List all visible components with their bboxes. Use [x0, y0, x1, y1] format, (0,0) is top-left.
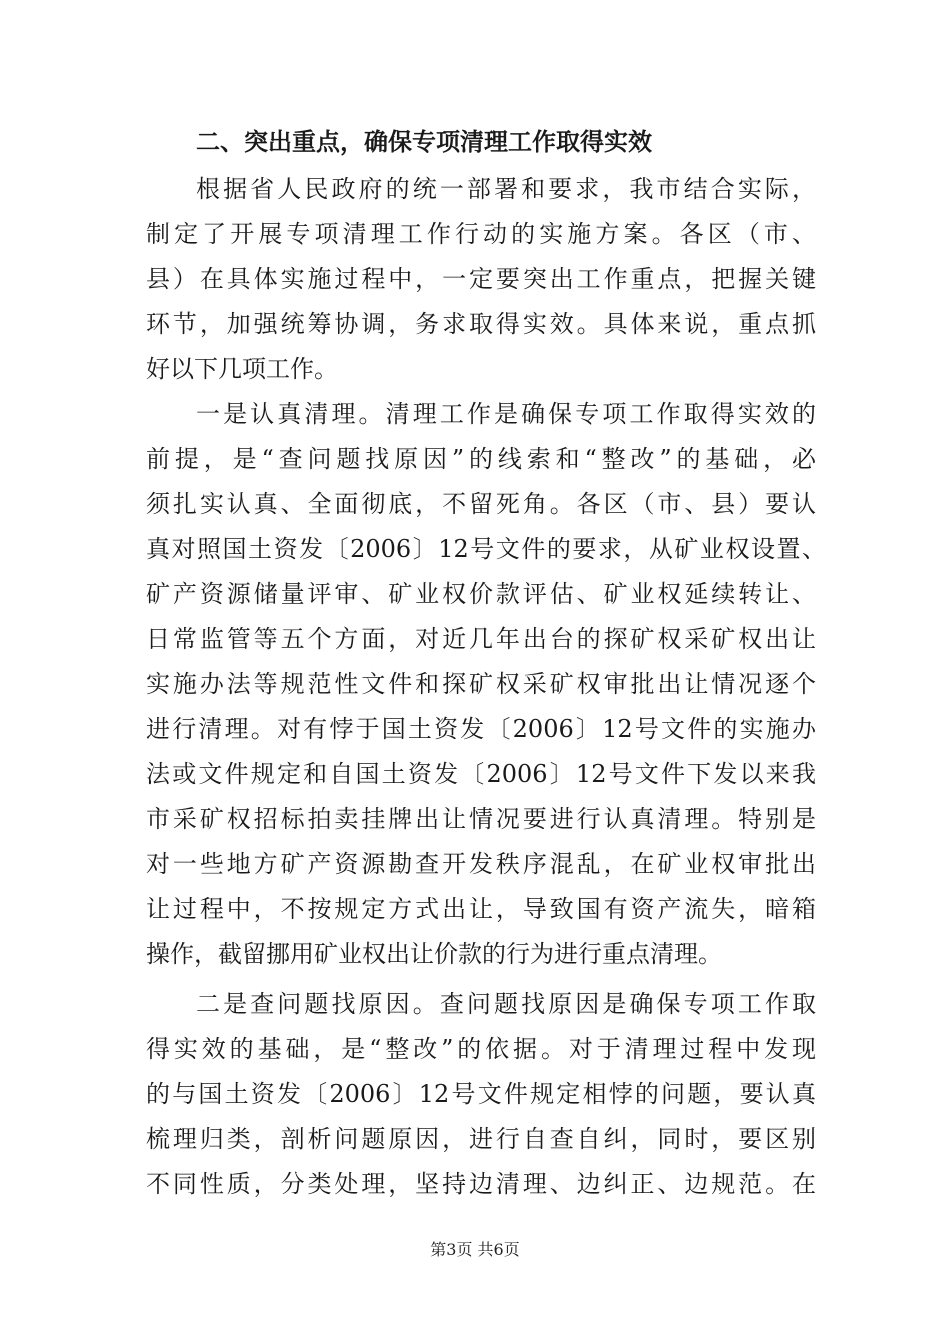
paragraph-line: 矿产资源储量评审、矿业权价款评估、矿业权延续转让、: [146, 580, 816, 608]
paragraph-line: 真对照国土资发〔2006〕12号文件的要求，从矿业权设置、: [146, 535, 826, 563]
paragraph-line: 二是查问题找原因。查问题找原因是确保专项工作取: [196, 990, 816, 1018]
paragraph-line: 得实效的基础，是“整改”的依据。对于清理过程中发现: [146, 1035, 816, 1063]
paragraph-line: 梳理归类，剖析问题原因，进行自查自纠，同时，要区别: [146, 1125, 816, 1153]
paragraph-line: 日常监管等五个方面，对近几年出台的探矿权采矿权出让: [146, 625, 816, 653]
page-footer: 第3页 共6页: [430, 1240, 520, 1259]
paragraph-line: 实施办法等规范性文件和探矿权采矿权审批出让情况逐个: [146, 670, 816, 698]
paragraph-line: 前提，是“查问题找原因”的线索和“整改”的基础，必: [146, 445, 816, 473]
paragraph-line: 让过程中，不按规定方式出让，导致国有资产流失，暗箱: [146, 895, 816, 923]
paragraph-line: 进行清理。对有悖于国土资发〔2006〕12号文件的实施办: [146, 715, 816, 743]
paragraph-line: 对一些地方矿产资源勘查开发秩序混乱，在矿业权审批出: [146, 850, 816, 878]
paragraph-line: 市采矿权招标拍卖挂牌出让情况要进行认真清理。特别是: [146, 805, 816, 833]
paragraph-line: 县）在具体实施过程中，一定要突出工作重点，把握关键: [146, 265, 816, 293]
paragraph-line: 好以下几项工作。: [146, 355, 338, 383]
paragraph-line: 的与国土资发〔2006〕12号文件规定相悖的问题，要认真: [146, 1080, 816, 1108]
paragraph-line: 环节，加强统筹协调，务求取得实效。具体来说，重点抓: [146, 310, 816, 338]
paragraph-line: 根据省人民政府的统一部署和要求，我市结合实际，: [196, 175, 816, 203]
paragraph-line: 法或文件规定和自国土资发〔2006〕12号文件下发以来我: [146, 760, 816, 788]
paragraph-line: 一是认真清理。清理工作是确保专项工作取得实效的: [196, 400, 816, 428]
paragraph-line: 须扎实认真、全面彻底，不留死角。各区（市、县）要认: [146, 490, 816, 518]
paragraph-line: 不同性质，分类处理，坚持边清理、边纠正、边规范。在: [146, 1170, 816, 1198]
section-heading: 二、突出重点，确保专项清理工作取得实效: [196, 128, 652, 156]
paragraph-line: 制定了开展专项清理工作行动的实施方案。各区（市、: [146, 220, 816, 248]
paragraph-line: 操作，截留挪用矿业权出让价款的行为进行重点清理。: [146, 940, 722, 968]
